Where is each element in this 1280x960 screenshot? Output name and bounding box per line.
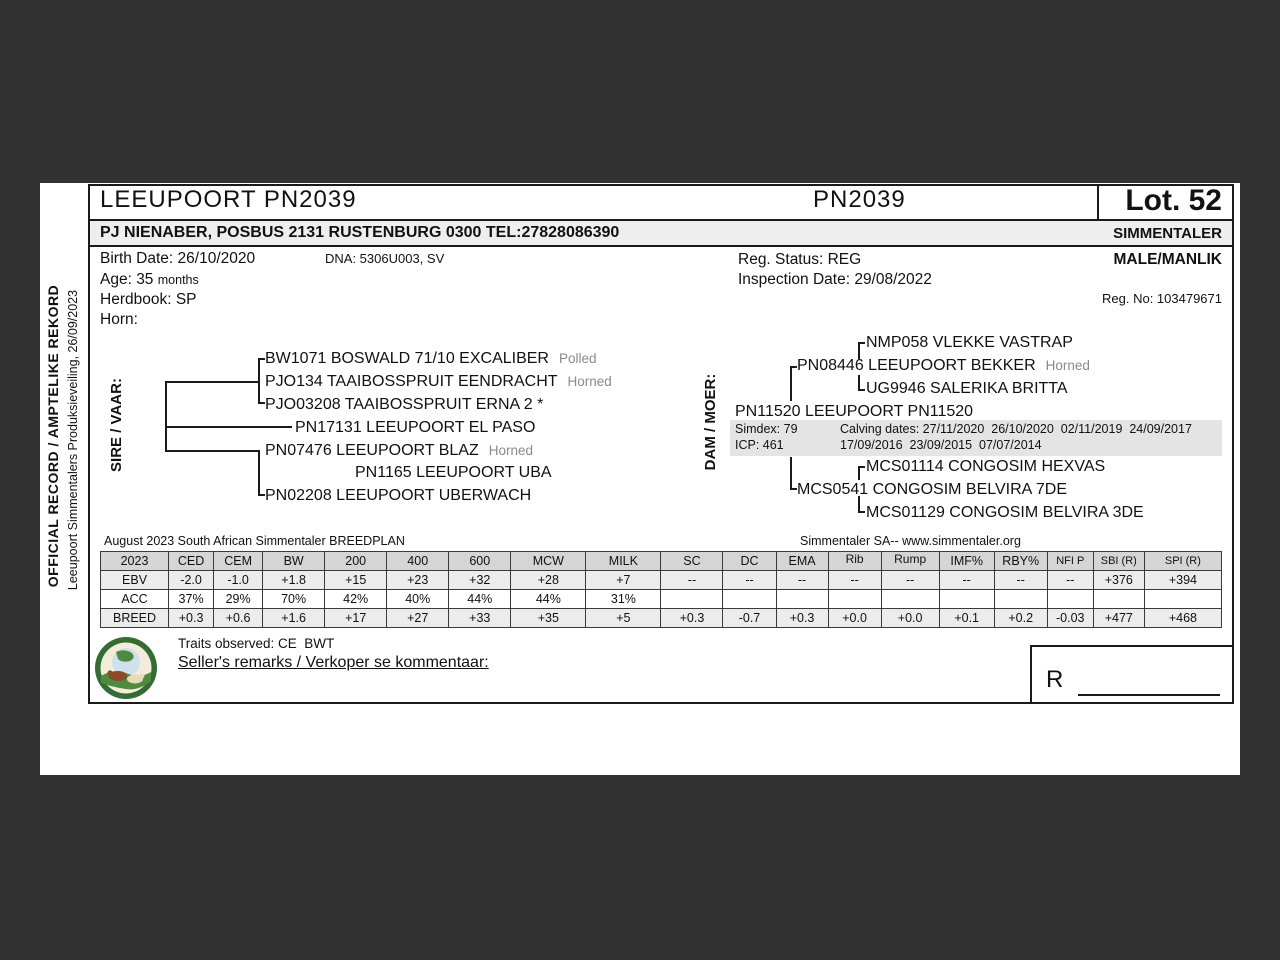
sellers-remarks-label: Seller's remarks / Verkoper se kommentaar: (178, 654, 489, 671)
breedplan-cell: 40% (387, 590, 449, 609)
pedigree-tree-line (858, 466, 865, 468)
pedigree-dam-node (735, 403, 983, 421)
traits-observed: Traits observed: CE BWT (178, 636, 335, 651)
breedplan-cell: +0.3 (776, 609, 828, 628)
pedigree-tree-line (790, 488, 797, 490)
breedplan-table (100, 551, 1222, 628)
breedplan-cell: +33 (449, 609, 511, 628)
pedigree-tree-line (790, 366, 797, 368)
breedplan-cell (1047, 590, 1093, 609)
breedplan-col-header: 600 (449, 552, 511, 571)
horn: Horn: (100, 311, 138, 328)
age (100, 271, 199, 289)
pedigree-sire-node (295, 419, 545, 437)
animal-name: PN1165 LEEUPOORT UBA (355, 464, 552, 481)
breedplan-cell: +0.6 (214, 609, 263, 628)
horn-status-tag: Horned (1045, 358, 1090, 373)
breedplan-col-header: CEM (214, 552, 263, 571)
header-divider (88, 219, 1234, 221)
owner-divider (88, 245, 1234, 247)
age-value: Age: 35 (100, 271, 154, 288)
breedplan-cell: 37% (169, 590, 214, 609)
breedplan-col-header: 400 (387, 552, 449, 571)
pedigree-tree-line (258, 450, 260, 496)
breedplan-col-header: Rib (828, 552, 881, 571)
breedplan-cell: ACC (101, 590, 169, 609)
breedplan-cell: +394 (1144, 571, 1221, 590)
icp-value: ICP: 461 (735, 438, 784, 452)
breedplan-cell: +23 (387, 571, 449, 590)
horn-status-tag: Horned (488, 443, 534, 458)
sire-section-label: SIRE / VAAR: (108, 378, 125, 472)
pedigree-dam-node (797, 357, 1090, 375)
breedplan-cell: -- (723, 571, 776, 590)
animal-name: PN08446 LEEUPOORT BEKKER (797, 357, 1036, 374)
breedplan-cell (881, 590, 939, 609)
breedplan-cell: +32 (449, 571, 511, 590)
page-title: LEEUPOORT PN2039 (100, 186, 357, 213)
breedplan-cell: -2.0 (169, 571, 214, 590)
breedplan-cell: -1.0 (214, 571, 263, 590)
breedplan-cell: +15 (325, 571, 387, 590)
breedplan-cell (723, 590, 776, 609)
reg-status: Reg. Status: REG (738, 251, 862, 268)
simmentaler-sa-caption: Simmentaler SA-- www.simmentaler.org (800, 534, 1021, 548)
breedplan-cell: +7 (586, 571, 661, 590)
breedplan-col-header: MILK (586, 552, 661, 571)
animal-name: PN17131 LEEUPOORT EL PASO (295, 419, 536, 436)
breedplan-cell: +0.3 (661, 609, 723, 628)
pedigree-dam-node (866, 458, 1115, 476)
breedplan-cell: +0.1 (939, 609, 994, 628)
breedplan-col-header: MCW (511, 552, 586, 571)
lot-number: Lot. 52 (1125, 184, 1222, 217)
breedplan-cell: -- (881, 571, 939, 590)
pedigree-dam-node (866, 380, 1078, 398)
breedplan-col-header: SC (661, 552, 723, 571)
breedplan-cell: +0.0 (881, 609, 939, 628)
breedplan-col-header: EMA (776, 552, 828, 571)
birth-date: Birth Date: 26/10/2020 (100, 250, 256, 267)
breedplan-cell: -- (661, 571, 723, 590)
pedigree-tree-line (790, 457, 792, 490)
breed-name: SIMMENTALER (1113, 225, 1222, 242)
horn-status-tag: Polled (558, 351, 597, 366)
pedigree-tree-line (258, 358, 265, 360)
sale-event-vertical-label: Leeupoort Simmentalers Produksieveiling, 26/09/2023 (66, 289, 80, 591)
pedigree-sire-node (265, 487, 541, 505)
pedigree-tree-line (258, 494, 265, 496)
pedigree-sire-node (265, 373, 612, 391)
price-currency-prefix: R (1046, 666, 1064, 693)
herdbook: Herdbook: SP (100, 291, 197, 308)
official-record-vertical-label: OFFICIAL RECORD / AMPTELIKE REKORD (45, 284, 61, 588)
simdex-value: Simdex: 79 (735, 422, 798, 436)
breedplan-cell: +376 (1093, 571, 1144, 590)
pedigree-tree-line (165, 381, 167, 452)
pedigree-tree-line (790, 366, 792, 401)
breedplan-cell: -- (776, 571, 828, 590)
breedplan-cell: -- (994, 571, 1047, 590)
animal-name: MCS01114 CONGOSIM HEXVAS (866, 458, 1106, 475)
breedplan-cell: EBV (101, 571, 169, 590)
age-unit: months (157, 273, 199, 287)
breedplan-col-header: 2023 (101, 552, 169, 571)
reg-number: Reg. No: 103479671 (1102, 291, 1222, 306)
pedigree-tree-line (858, 511, 865, 513)
breedplan-cell (1144, 590, 1221, 609)
breedplan-cell: +0.3 (169, 609, 214, 628)
breedplan-cell (939, 590, 994, 609)
animal-name: BW1071 BOSWALD 71/10 EXCALIBER (265, 350, 549, 367)
breedplan-col-header: DC (723, 552, 776, 571)
breedplan-cell (661, 590, 723, 609)
breedplan-cell: 44% (449, 590, 511, 609)
animal-name: UG9946 SALERIKA BRITTA (866, 380, 1068, 397)
breedplan-cell: -- (1047, 571, 1093, 590)
breedplan-col-header: RBY% (994, 552, 1047, 571)
pedigree-tree-line (858, 389, 865, 391)
dam-section-label: DAM / MOER: (702, 373, 719, 471)
animal-name: PN02208 LEEUPOORT UBERWACH (265, 487, 532, 504)
breedplan-cell: +0.0 (828, 609, 881, 628)
pedigree-tree-line (858, 342, 865, 344)
animal-name: PN07476 LEEUPOORT BLAZ (265, 442, 479, 459)
breedplan-col-header: SPI (R) (1144, 552, 1221, 571)
breedplan-cell: -- (828, 571, 881, 590)
price-blank-line (1078, 694, 1220, 696)
breedplan-row-breed (101, 609, 1222, 628)
breedplan-row-acc (101, 590, 1222, 609)
pedigree-tree-line (165, 426, 292, 428)
breedplan-row-ebv (101, 571, 1222, 590)
animal-name: PN11520 LEEUPOORT PN11520 (735, 403, 974, 420)
animal-name: PJO134 TAAIBOSSPRUIT EENDRACHT (265, 373, 558, 390)
breedplan-cell: +1.6 (263, 609, 325, 628)
pedigree-tree-line (165, 381, 260, 383)
breedplan-cell: BREED (101, 609, 169, 628)
calving-dates-line1: Calving dates: 27/11/2020 26/10/2020 02/11/2019 24/09/2017 (840, 422, 1192, 436)
pedigree-tree-line (858, 466, 860, 480)
pedigree-tree-line (258, 402, 265, 404)
breedplan-cell (776, 590, 828, 609)
breedplan-cell: 70% (263, 590, 325, 609)
pedigree-dam-node (797, 481, 1077, 499)
pedigree-dam-node (866, 504, 1154, 522)
breedplan-col-header: NFI P (1047, 552, 1093, 571)
pedigree-sire-node (265, 396, 553, 414)
breedplan-cell: 31% (586, 590, 661, 609)
calving-dates-line2: 17/09/2016 23/09/2015 07/07/2014 (840, 438, 1042, 452)
inspection-date: Inspection Date: 29/08/2022 (738, 271, 932, 288)
animal-id: PN2039 (813, 186, 906, 213)
horn-status-tag: Horned (567, 374, 612, 389)
dna-info: DNA: 5306U003, SV (325, 251, 445, 266)
breedplan-col-header: BW (263, 552, 325, 571)
breedplan-cell: 42% (325, 590, 387, 609)
breedplan-cell: -0.03 (1047, 609, 1093, 628)
breedplan-col-header: IMF% (939, 552, 994, 571)
breedplan-col-header: CED (169, 552, 214, 571)
simmentaler-logo (94, 636, 158, 700)
breedplan-col-header: Rump (881, 552, 939, 571)
pedigree-sire-node (265, 350, 597, 368)
breedplan-cell: +477 (1093, 609, 1144, 628)
animal-name: NMP058 VLEKKE VASTRAP (866, 334, 1073, 351)
breedplan-col-header: SBI (R) (1093, 552, 1144, 571)
breedplan-caption: August 2023 South African Simmentaler BREEDPLAN (104, 534, 405, 548)
breedplan-cell: -- (939, 571, 994, 590)
animal-name: MCS0541 CONGOSIM BELVIRA 7DE (797, 481, 1068, 498)
breedplan-cell: +1.8 (263, 571, 325, 590)
breedplan-cell: +468 (1144, 609, 1221, 628)
pedigree-tree-line (165, 450, 260, 452)
breedplan-cell: 44% (511, 590, 586, 609)
breedplan-cell: +35 (511, 609, 586, 628)
breedplan-cell (1093, 590, 1144, 609)
pedigree-sire-node (355, 464, 562, 482)
breedplan-cell (828, 590, 881, 609)
sex-label: MALE/MANLIK (1113, 251, 1222, 268)
animal-name: PJO03208 TAAIBOSSPRUIT ERNA 2 * (265, 396, 544, 413)
breedplan-col-header: 200 (325, 552, 387, 571)
animal-name: MCS01129 CONGOSIM BELVIRA 3DE (866, 504, 1144, 521)
breedplan-cell: 29% (214, 590, 263, 609)
breedplan-cell: +28 (511, 571, 586, 590)
pedigree-dam-node (866, 334, 1083, 352)
breedplan-cell: +0.2 (994, 609, 1047, 628)
breedplan-header-row (101, 552, 1222, 571)
owner-contact: PJ NIENABER, POSBUS 2131 RUSTENBURG 0300 TEL:27828086390 (100, 224, 620, 241)
breedplan-cell (994, 590, 1047, 609)
breedplan-cell: +5 (586, 609, 661, 628)
breedplan-cell: +27 (387, 609, 449, 628)
breedplan-cell: -0.7 (723, 609, 776, 628)
pedigree-sire-node (265, 442, 533, 460)
breedplan-cell: +17 (325, 609, 387, 628)
